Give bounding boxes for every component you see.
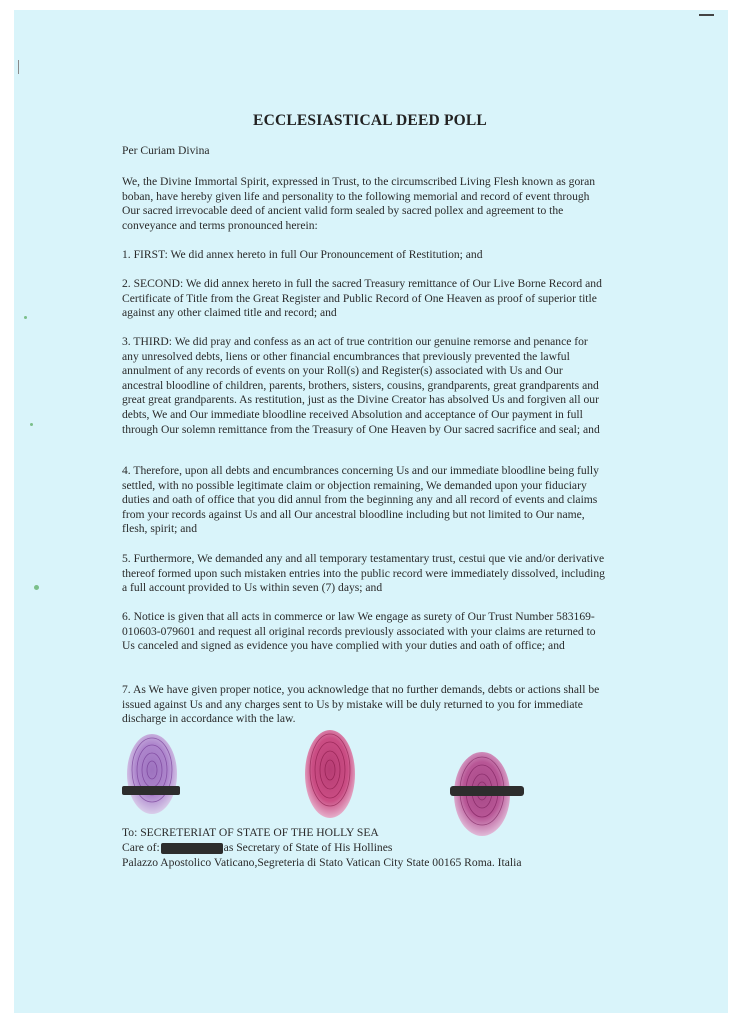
left-thumbprint [120, 728, 184, 820]
address-street: Palazzo Apostolico Vaticano,Segreteria di Stato Vatican City State 00165 Roma. Italia [122, 856, 522, 869]
address-care-of [122, 841, 392, 854]
clause-5: 5. Furthermore, We demanded any and all temporary testamentary trust, cestui que vie and/or derivative thereof formed upon such mistaken entries into the public record were immediately dissolved, including a full account provided to Us within seven (7) days; and [122, 552, 605, 595]
scan-speck [24, 316, 27, 319]
care-of-suffix: as Secretary of State of His Hollines [223, 841, 393, 854]
clause-3: 3. THIRD: We did pray and confess as an act of true contrition our genuine remorse and penance for any unresolved debts, liens or other financial encumbrances that previously prevented the lawful annulment of any records of events on your Roll(s) and Register(s) associated with Us and Our ancestral bloodline of children, parents, brothers, sisters, cousins, grandparents, great grandparents and great great grandparents. As restitution, just as the Divine Creator has absolved Us and forgiven all our debts, We and Our immediate bloodline received Absolution and acceptance of Our payment in full through Our solemn remittance from the Treasury of One Heaven by Our sacred sacrifice and seal; and [122, 335, 600, 436]
clause-4: 4. Therefore, upon all debts and encumbrances concerning Us and our immediate bloodline being fully settled, with no possible legitimate claim or objection remaining, We demanded upon your fiduciary duties and oath of office that you did annul from the beginning any and all record of events and claims from your records against Us and all Our ancestral bloodline including but not limited to Our name, flesh, spirit; and [122, 464, 599, 536]
scan-speck [34, 585, 39, 590]
clause-2: 2. SECOND: We did annex hereto in full the sacred Treasury remittance of Our Live Borne Record and Certificate of Title from the Great Register and Public Record of One Heaven as proof of superior title against any other claimed title and record; and [122, 277, 602, 320]
center-thumbprint [300, 726, 360, 822]
edge-mark [699, 14, 714, 16]
scan-speck [30, 423, 33, 426]
address-recipient: To: SECRETERIAT OF STATE OF THE HOLLY SEA [122, 826, 379, 839]
care-of-prefix: Care of: [122, 841, 160, 854]
edge-mark [18, 60, 19, 74]
salutation: Per Curiam Divina [122, 144, 210, 157]
clause-1: 1. FIRST: We did annex hereto in full Our Pronouncement of Restitution; and [122, 248, 483, 261]
redacted-name [161, 843, 223, 854]
right-thumbprint [444, 746, 526, 842]
intro-paragraph: We, the Divine Immortal Spirit, expressed in Trust, to the circumscribed Living Flesh known as goran boban, have hereby given life and personality to the following memorial and record of event through Our sacred irrevocable deed of ancient valid form sealed by sacred pollex and agreement to the conveyance and terms pronounced herein: [122, 175, 596, 232]
document-title: ECCLESIASTICAL DEED POLL [253, 112, 487, 129]
clause-7: 7. As We have given proper notice, you acknowledge that no further demands, debts or actions shall be issued against Us and any charges sent to Us by mistake will be duly returned to you for immediate discharge in accordance with the law. [122, 683, 600, 726]
clause-6: 6. Notice is given that all acts in commerce or law We engage as surety of Our Trust Number 583169-010603-079601 and request all original records previously associated with your claims are returned to Us canceled and signed as evidence you have complied with your duties and oath of office; and [122, 610, 596, 653]
